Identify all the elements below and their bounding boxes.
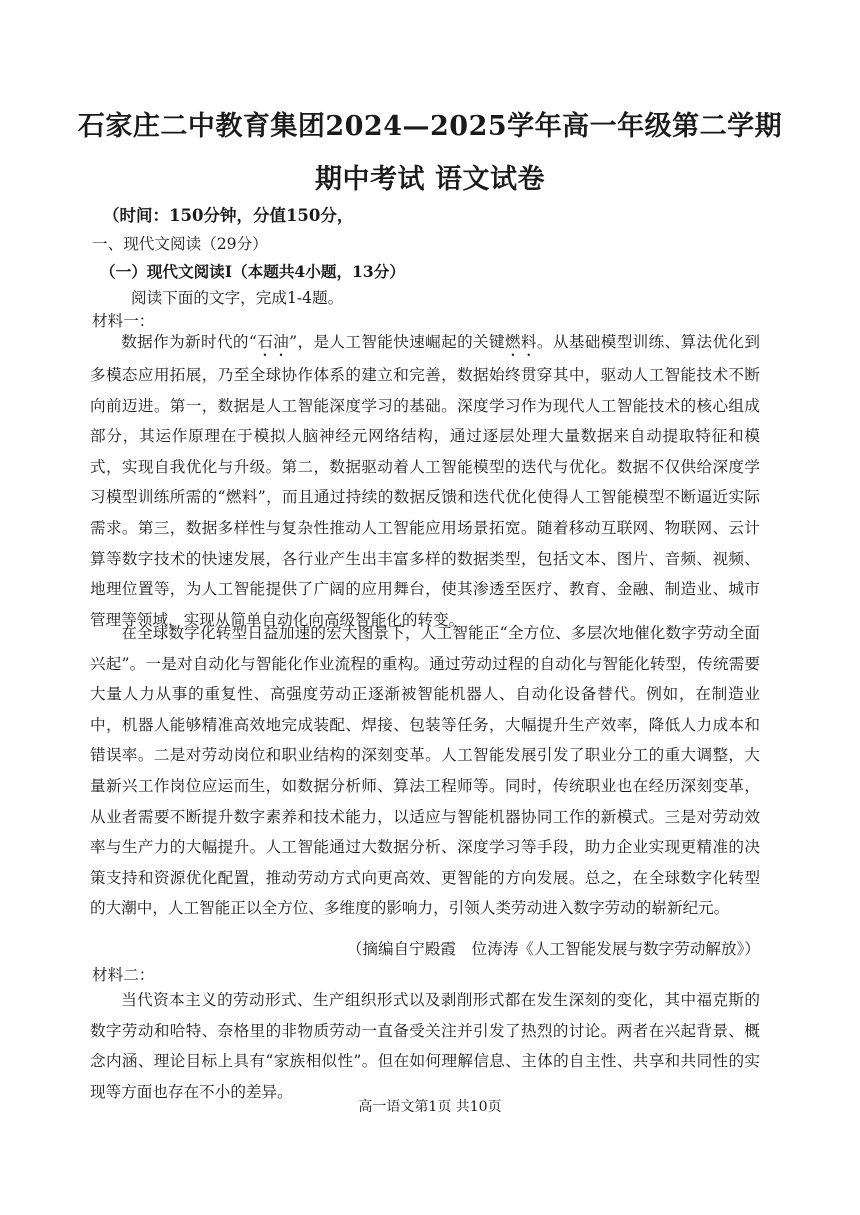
exam-info: （时间：150分钟，分值150分， xyxy=(103,206,354,225)
emphasized-term-fuel: 燃料 xyxy=(504,333,537,351)
material2-label: 材料二： xyxy=(92,966,155,984)
page-footer: 高一语文第1页 共10页 xyxy=(358,1099,502,1115)
material2-paragraph1: 当代资本主义的劳动形式、生产组织形式以及剥削形式都在发生深刻的变化，其中福克斯的数字劳动和哈特、奈格里的非物质劳动一直备受关注并引发了热烈的讨论。两者在兴起背景、概念内涵、理论目标上具有“家族相似性”。但在如何理解信息、主体的自主性、共享和共同性的实现等方面也存在不小的差异。 xyxy=(90,991,760,1101)
instruction-text: 阅读下面的文字，完成1-4题。 xyxy=(131,289,344,307)
p1-text-rest: 。从基础模型训练、算法优化到多模态应用拓展，乃至全球协作体系的建立和完善，数据始终贯穿其中，驱动人工智能技术不断向前迈进。第一，数据是人工智能深度学习的基础。深度学习作为现代人工智能技术的核心组成部分，其运作原理在于模拟人脑神经元网络结构，通过逐层处理大量数据来自动提取特征和模式，实现自我优化与升级。第二，数据驱动着人工智能模型的迭代与优化。数据不仅供给深度学习模型训练所需的“燃料”，而且通过持续的数据反馈和迭代优化使得人工智能模型不断逼近实际需求。第三，数据多样性与复杂性推动人工智能应用场景拓宽。随着移动互联网、物联网、云计算等数字技术的快速发展，各行业产生出丰富多样的数据类型，包括文本、图片、音频、视频、地理位置等，为人工智能提供了广阔的应用舞台，使其渗透至医疗、教育、金融、制造业、城市管理等领域，实现从简单自动化向高级智能化的转变。 xyxy=(90,333,760,629)
p1-text-middle: ”，是人工智能快速崛起的关键 xyxy=(289,333,505,351)
exam-title-line2: 期中考试 语文试卷 xyxy=(315,164,545,195)
material1-source: （摘编自宁殿霞 位涛涛《人工智能发展与数字劳动解放》） xyxy=(346,940,760,958)
section-heading: 一、现代文阅读（29分） xyxy=(92,235,268,253)
material1-paragraph2: 在全球数字化转型日益加速的宏大图景下，人工智能正“全方位、多层次地催化数字劳动全面兴起”。一是对自动化与智能化作业流程的重构。通过劳动过程的自动化与智能化转型，传统需要大量人力从事的重复性、高强度劳动正逐渐被智能机器人、自动化设备替代。例如，在制造业中，机器人能够精准高效地完成装配、焊接、包装等任务，大幅提升生产效率，降低人力成本和错误率。二是对劳动岗位和职业结构的深刻变革。人工智能发展引发了职业分工的重大调整，大量新兴工作岗位应运而生，如数据分析师、算法工程师等。同时，传统职业也在经历深刻变革，从业者需要不断提升数字素养和技术能力，以适应与智能机器协同工作的新模式。三是对劳动效率与生产力的大幅提升。人工智能通过大数据分析、深度学习等手段，助力企业实现更精准的决策支持和资源优化配置，推动劳动方式向更高效、更智能的方向发展。总之，在全球数字化转型的大潮中，人工智能正以全方位、多维度的影响力，引领人类劳动进入数字劳动的崭新纪元。 xyxy=(90,624,760,918)
material1-paragraph1 xyxy=(90,327,760,635)
exam-title-line1: 石家庄二中教育集团2024—2025学年高一年级第二学期 xyxy=(77,111,783,142)
material1-label: 材料一： xyxy=(92,312,155,330)
p1-text-start: 数据作为新时代的“ xyxy=(121,333,257,351)
subsection-heading: （一）现代文阅读Ⅰ（本题共4小题，13分） xyxy=(100,262,405,281)
emphasized-term-oil: 石油 xyxy=(256,333,290,351)
